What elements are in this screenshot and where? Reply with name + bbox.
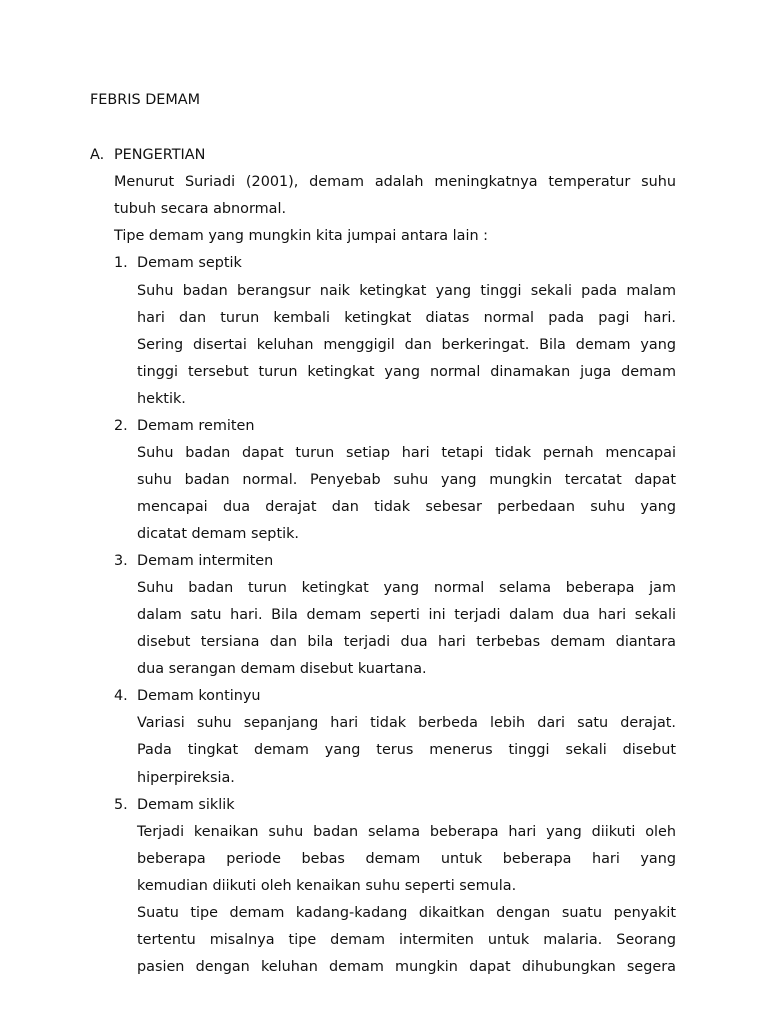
list-item-body-line: dua serangan demam disebut kuartana. [137,661,427,677]
list-item-body-line: Sering disertai keluhan menggigil dan berkeringat. Bila demam yang [137,337,676,353]
list-item-body-line: kemudian diikuti oleh kenaikan suhu seperti semula. [137,878,517,894]
closing-line: pasien dengan keluhan demam mungkin dapat dihubungkan segera [137,959,676,975]
list-item-body-line: dicatat demam septik. [137,526,299,542]
list-item-body-line: suhu badan normal. Penyebab suhu yang mungkin tercatat dapat [137,472,676,488]
closing-line: tertentu misalnya tipe demam intermiten untuk malaria. Seorang [137,932,676,948]
list-item-body-line: hiperpireksia. [137,770,235,786]
list-item-body-line: beberapa periode bebas demam untuk beberapa hari yang [137,851,676,867]
list-item-title: Demam intermiten [137,553,274,569]
list-item-title: Demam kontinyu [137,688,261,704]
document-title: FEBRIS DEMAM [90,92,201,108]
list-item-body-line: Suhu badan berangsur naik ketingkat yang tinggi sekali pada malam [137,283,676,299]
section-heading: PENGERTIAN [114,147,206,163]
list-item-body-line: hektik. [137,391,186,407]
list-item-body-line: hari dan turun kembali ketingkat diatas normal pada pagi hari. [137,310,676,326]
section-number: A. [90,147,105,163]
list-item-body-line: Suhu badan turun ketingkat yang normal selama beberapa jam [137,580,676,596]
list-item-body-line: disebut tersiana dan bila terjadi dua hari terbebas demam diantara [137,634,676,650]
list-item-body-line: dalam satu hari. Bila demam seperti ini terjadi dalam dua hari sekali [137,607,676,623]
list-item-title: Demam siklik [137,797,235,813]
list-item-body-line: Variasi suhu sepanjang hari tidak berbeda lebih dari satu derajat. [137,715,676,731]
list-item-number: 2. [114,418,128,434]
list-item-number: 3. [114,553,128,569]
list-item-body-line: Terjadi kenaikan suhu badan selama beberapa hari yang diikuti oleh [137,824,676,840]
list-item-title: Demam remiten [137,418,255,434]
list-item-body-line: Pada tingkat demam yang terus menerus tinggi sekali disebut [137,742,676,758]
list-item-body-line: Suhu badan dapat turun setiap hari tetapi tidak pernah mencapai [137,445,676,461]
closing-line: Suatu tipe demam kadang-kadang dikaitkan dengan suatu penyakit [137,905,676,921]
list-item-number: 4. [114,688,128,704]
list-item-body-line: tinggi tersebut turun ketingkat yang normal dinamakan juga demam [137,364,676,380]
intro-line: Menurut Suriadi (2001), demam adalah meningkatnya temperatur suhu [114,174,676,190]
intro-line: tubuh secara abnormal. [114,201,287,217]
intro-line: Tipe demam yang mungkin kita jumpai antara lain : [114,228,489,244]
list-item-number: 5. [114,797,128,813]
list-item-number: 1. [114,255,128,271]
list-item-body-line: mencapai dua derajat dan tidak sebesar perbedaan suhu yang [137,499,676,515]
list-item-title: Demam septik [137,255,242,271]
